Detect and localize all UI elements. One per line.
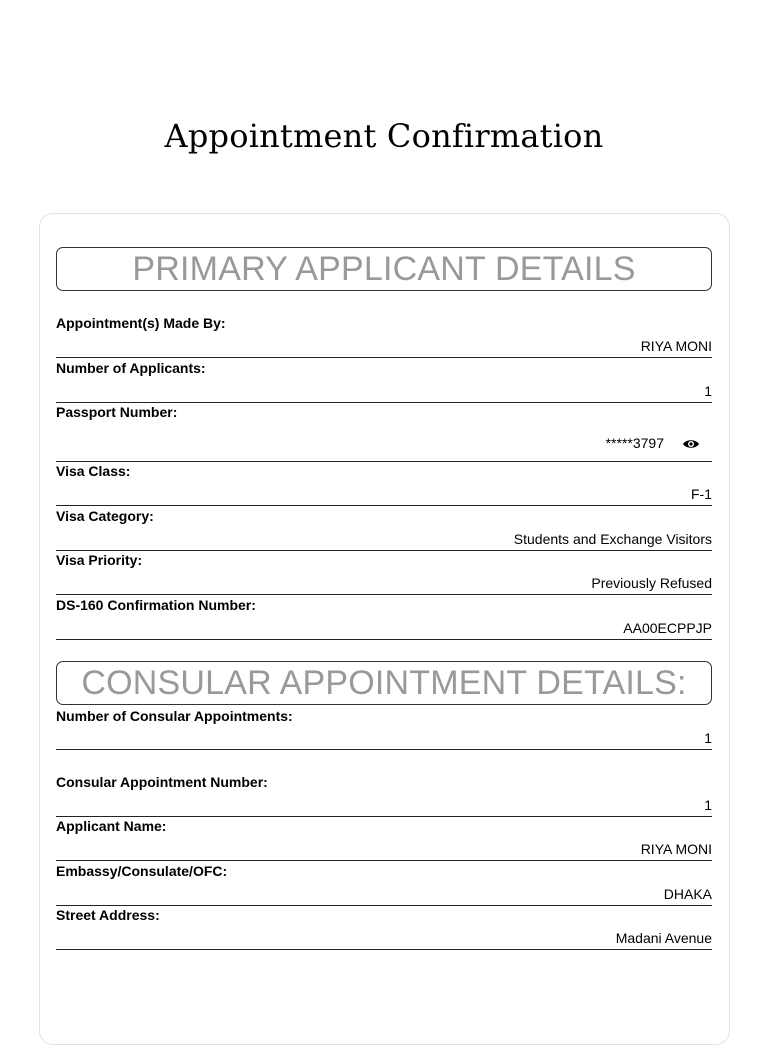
field-label: Visa Class:: [56, 463, 131, 479]
field-passport-number: [56, 404, 712, 462]
field-value: RIYA MONI: [640, 841, 712, 857]
page-title: Appointment Confirmation: [164, 117, 604, 156]
field-value: 1: [704, 797, 712, 813]
field-consular-appointment-number: [56, 774, 712, 817]
field-value: AA00ECPPJP: [623, 620, 712, 636]
field-value: 1: [704, 383, 712, 399]
field-applicant-name: [56, 818, 712, 861]
field-label: Consular Appointment Number:: [56, 774, 268, 790]
field-label: Visa Priority:: [56, 552, 143, 568]
field-embassy-consulate-ofc: [56, 863, 712, 906]
field-label: Applicant Name:: [56, 818, 167, 834]
field-value: 1: [704, 730, 712, 746]
consular-appointment-header: CONSULAR APPOINTMENT DETAILS:: [56, 661, 712, 705]
field-value: *****3797: [605, 435, 664, 451]
field-value: DHAKA: [663, 886, 712, 902]
field-label: Appointment(s) Made By:: [56, 315, 226, 331]
field-label: Embassy/Consulate/OFC:: [56, 863, 228, 879]
field-appointment-made-by: [56, 315, 712, 358]
field-value: F-1: [691, 486, 712, 502]
field-label: DS-160 Confirmation Number:: [56, 597, 256, 613]
primary-applicant-header: PRIMARY APPLICANT DETAILS: [56, 247, 712, 291]
field-number-of-consular-appointments: [56, 708, 712, 750]
passport-value-row: [606, 435, 700, 451]
field-visa-priority: [56, 552, 712, 595]
field-label: Passport Number:: [56, 404, 178, 420]
field-label: Number of Consular Appointments:: [56, 708, 293, 724]
field-label: Street Address:: [56, 907, 160, 923]
field-number-of-applicants: [56, 360, 712, 403]
field-value: Previously Refused: [591, 575, 712, 591]
field-value: Students and Exchange Visitors: [513, 531, 712, 547]
eye-icon[interactable]: [682, 437, 700, 449]
field-value: Madani Avenue: [615, 930, 712, 946]
field-street-address: [56, 907, 712, 950]
field-label: Visa Category:: [56, 508, 154, 524]
field-ds160-confirmation-number: [56, 597, 712, 640]
field-visa-class: [56, 463, 712, 506]
field-visa-category: [56, 508, 712, 551]
field-label: Number of Applicants:: [56, 360, 206, 376]
field-value: RIYA MONI: [640, 338, 712, 354]
